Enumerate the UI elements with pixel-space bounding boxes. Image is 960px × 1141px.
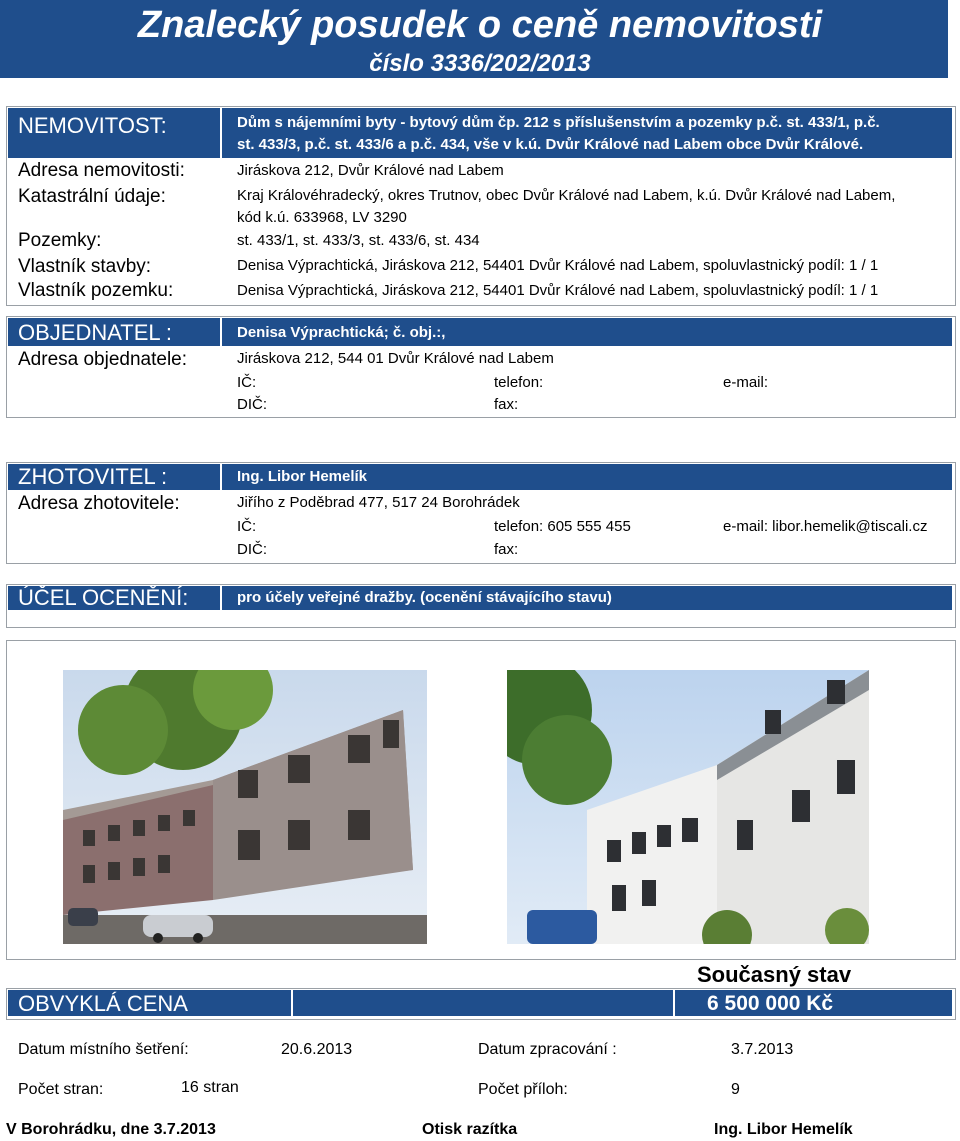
purpose-label: ÚČEL OCENĚNÍ:: [18, 585, 189, 610]
building-photo-right: [507, 670, 869, 944]
property-name-line2: st. 433/3, p.č. st. 433/6 a p.č. 434, vše v k.ú. Dvůr Králové nad Labem obce Dvůr Králové.: [237, 136, 864, 153]
attachment-count-label: Počet příloh:: [478, 1081, 568, 1098]
page-count: 16 stran: [181, 1079, 239, 1096]
client-label: OBJEDNATEL :: [18, 320, 173, 345]
address-label: Adresa nemovitosti:: [18, 160, 185, 181]
title-banner: [0, 0, 948, 78]
contractor-address-label: Adresa zhotovitele:: [18, 493, 180, 514]
cadastral-line2: kód k.ú. 633968, LV 3290: [237, 209, 407, 226]
building-photo-left-drawing: [63, 670, 427, 944]
client-name: Denisa Výprachtická; č. obj.:,: [237, 324, 446, 341]
contractor-address-value: Jiřího z Poděbrad 477, 517 24 Borohrádek: [237, 494, 520, 511]
processing-date-label: Datum zpracování :: [478, 1041, 617, 1058]
price-value: 6 500 000 Kč: [707, 992, 834, 1015]
client-dic: DIČ:: [237, 396, 267, 413]
footer-signer: Ing. Libor Hemelík: [714, 1121, 853, 1138]
property-label: NEMOVITOST:: [18, 113, 167, 138]
processing-date: 3.7.2013: [731, 1041, 794, 1058]
cadastral-label: Katastrální údaje:: [18, 186, 166, 207]
property-name-line1: Dům s nájemními byty - bytový dům čp. 212 s příslušenstvím a pozemky p.č. st. 433/1, p.č.: [237, 114, 880, 131]
cadastral-line1: Kraj Královéhradecký, okres Trutnov, obec Dvůr Králové nad Labem, k.ú. Dvůr Králové nad Labem,: [237, 187, 896, 204]
document-number: číslo 3336/202/2013: [369, 50, 591, 77]
price-label: OBVYKLÁ CENA: [18, 991, 188, 1016]
footer-stamp: Otisk razítka: [422, 1121, 518, 1138]
contractor-email: e-mail: libor.hemelik@tiscali.cz: [723, 518, 928, 535]
price-mid-bar: [293, 990, 673, 1016]
client-phone: telefon:: [494, 374, 544, 391]
page-count-label: Počet stran:: [18, 1081, 104, 1098]
building-owner-value: Denisa Výprachtická, Jiráskova 212, 54401 Dvůr Králové nad Labem, spoluvlastnický podíl: 1 / 1: [237, 257, 879, 274]
contractor-phone: telefon: 605 555 455: [494, 518, 631, 535]
contractor-label: ZHOTOVITEL :: [18, 464, 168, 489]
land-owner-value: Denisa Výprachtická, Jiráskova 212, 54401 Dvůr Králové nad Labem, spoluvlastnický podíl: 1 / 1: [237, 282, 879, 299]
attachment-count: 9: [731, 1081, 740, 1098]
contractor-name: Ing. Libor Hemelík: [237, 468, 368, 485]
contractor-ic: IČ:: [237, 518, 257, 535]
land-label: Pozemky:: [18, 230, 102, 251]
purpose-value: pro účely veřejné dražby. (ocenění stávajícího stavu): [237, 589, 612, 606]
contractor-dic: DIČ:: [237, 541, 267, 558]
client-address-label: Adresa objednatele:: [18, 349, 188, 370]
document-title: Znalecký posudek o ceně nemovitosti: [137, 4, 823, 46]
address-value: Jiráskova 212, Dvůr Králové nad Labem: [237, 162, 504, 179]
footer-place-date: V Borohrádku, dne 3.7.2013: [6, 1121, 216, 1138]
building-photo-left: [63, 670, 427, 944]
client-fax: fax:: [494, 396, 519, 413]
contractor-fax: fax:: [494, 541, 519, 558]
land-owner-label: Vlastník pozemku:: [18, 280, 174, 301]
current-state-label: Současný stav: [697, 962, 852, 987]
building-photo-right-drawing: [507, 670, 869, 944]
client-address-value: Jiráskova 212, 544 01 Dvůr Králové nad Labem: [237, 350, 554, 367]
land-value: st. 433/1, st. 433/3, st. 433/6, st. 434: [237, 232, 480, 249]
building-owner-label: Vlastník stavby:: [18, 256, 152, 277]
inspection-date-label: Datum místního šetření:: [18, 1041, 189, 1058]
inspection-date: 20.6.2013: [281, 1041, 353, 1058]
client-ic: IČ:: [237, 374, 257, 391]
client-email: e-mail:: [723, 374, 769, 391]
